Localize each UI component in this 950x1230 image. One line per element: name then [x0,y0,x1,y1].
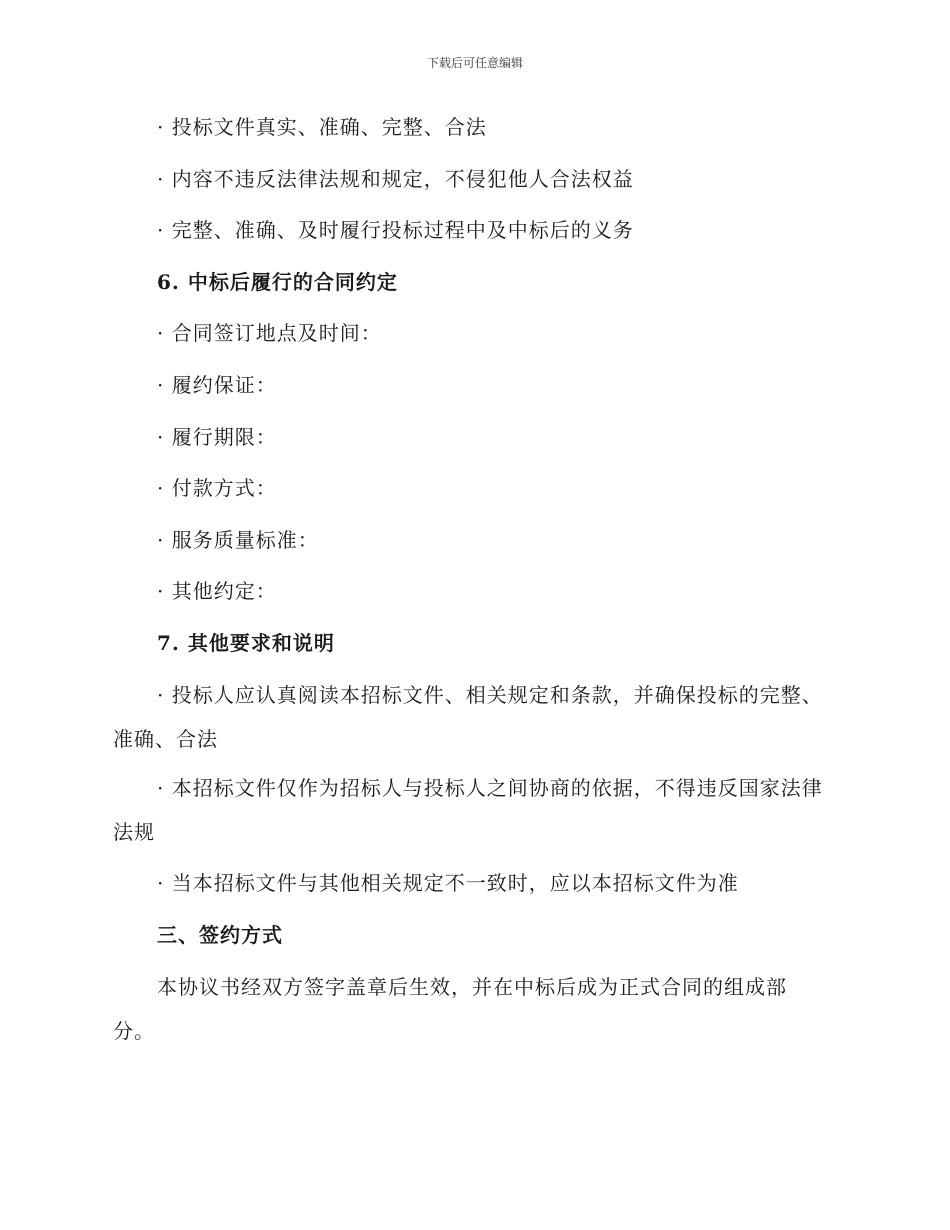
obligation-item-1: · 投标文件真实、准确、完整、合法 [157,115,487,139]
section-3-heading: 三、签约方式 [157,923,283,947]
contract-item-quality: · 服务质量标准： [157,528,319,552]
obligation-item-3: · 完整、准确、及时履行投标过程中及中标后的义务 [157,218,634,242]
requirement-paragraph-2: · 本招标文件仅作为招标人与投标人之间协商的依据，不得违反国家法律法规 [113,776,823,844]
obligation-item-2: · 内容不违反法律法规和规定，不侵犯他人合法权益 [157,167,634,191]
page-header: 下载后可任意编辑 [426,56,523,70]
contract-item-other: · 其他约定： [157,579,277,603]
contract-item-term: · 履行期限： [157,425,277,449]
contract-item-guarantee: · 履约保证： [157,373,277,397]
requirement-paragraph-1: · 投标人应认真阅读本招标文件、相关规定和条款，并确保投标的完整、准确、合法 [113,683,823,751]
requirement-paragraph-3: · 当本招标文件与其他相关规定不一致时，应以本招标文件为准 [157,871,739,895]
signing-paragraph: 本协议书经双方签字盖章后生效，并在中标后成为正式合同的组成部分。 [113,975,787,1043]
section-7-heading: 7. 其他要求和说明 [157,631,335,655]
contract-item-signing: · 合同签订地点及时间： [157,321,382,345]
section-6-heading: 6. 中标后履行的合同约定 [157,270,398,294]
contract-item-payment: · 付款方式： [157,476,277,500]
